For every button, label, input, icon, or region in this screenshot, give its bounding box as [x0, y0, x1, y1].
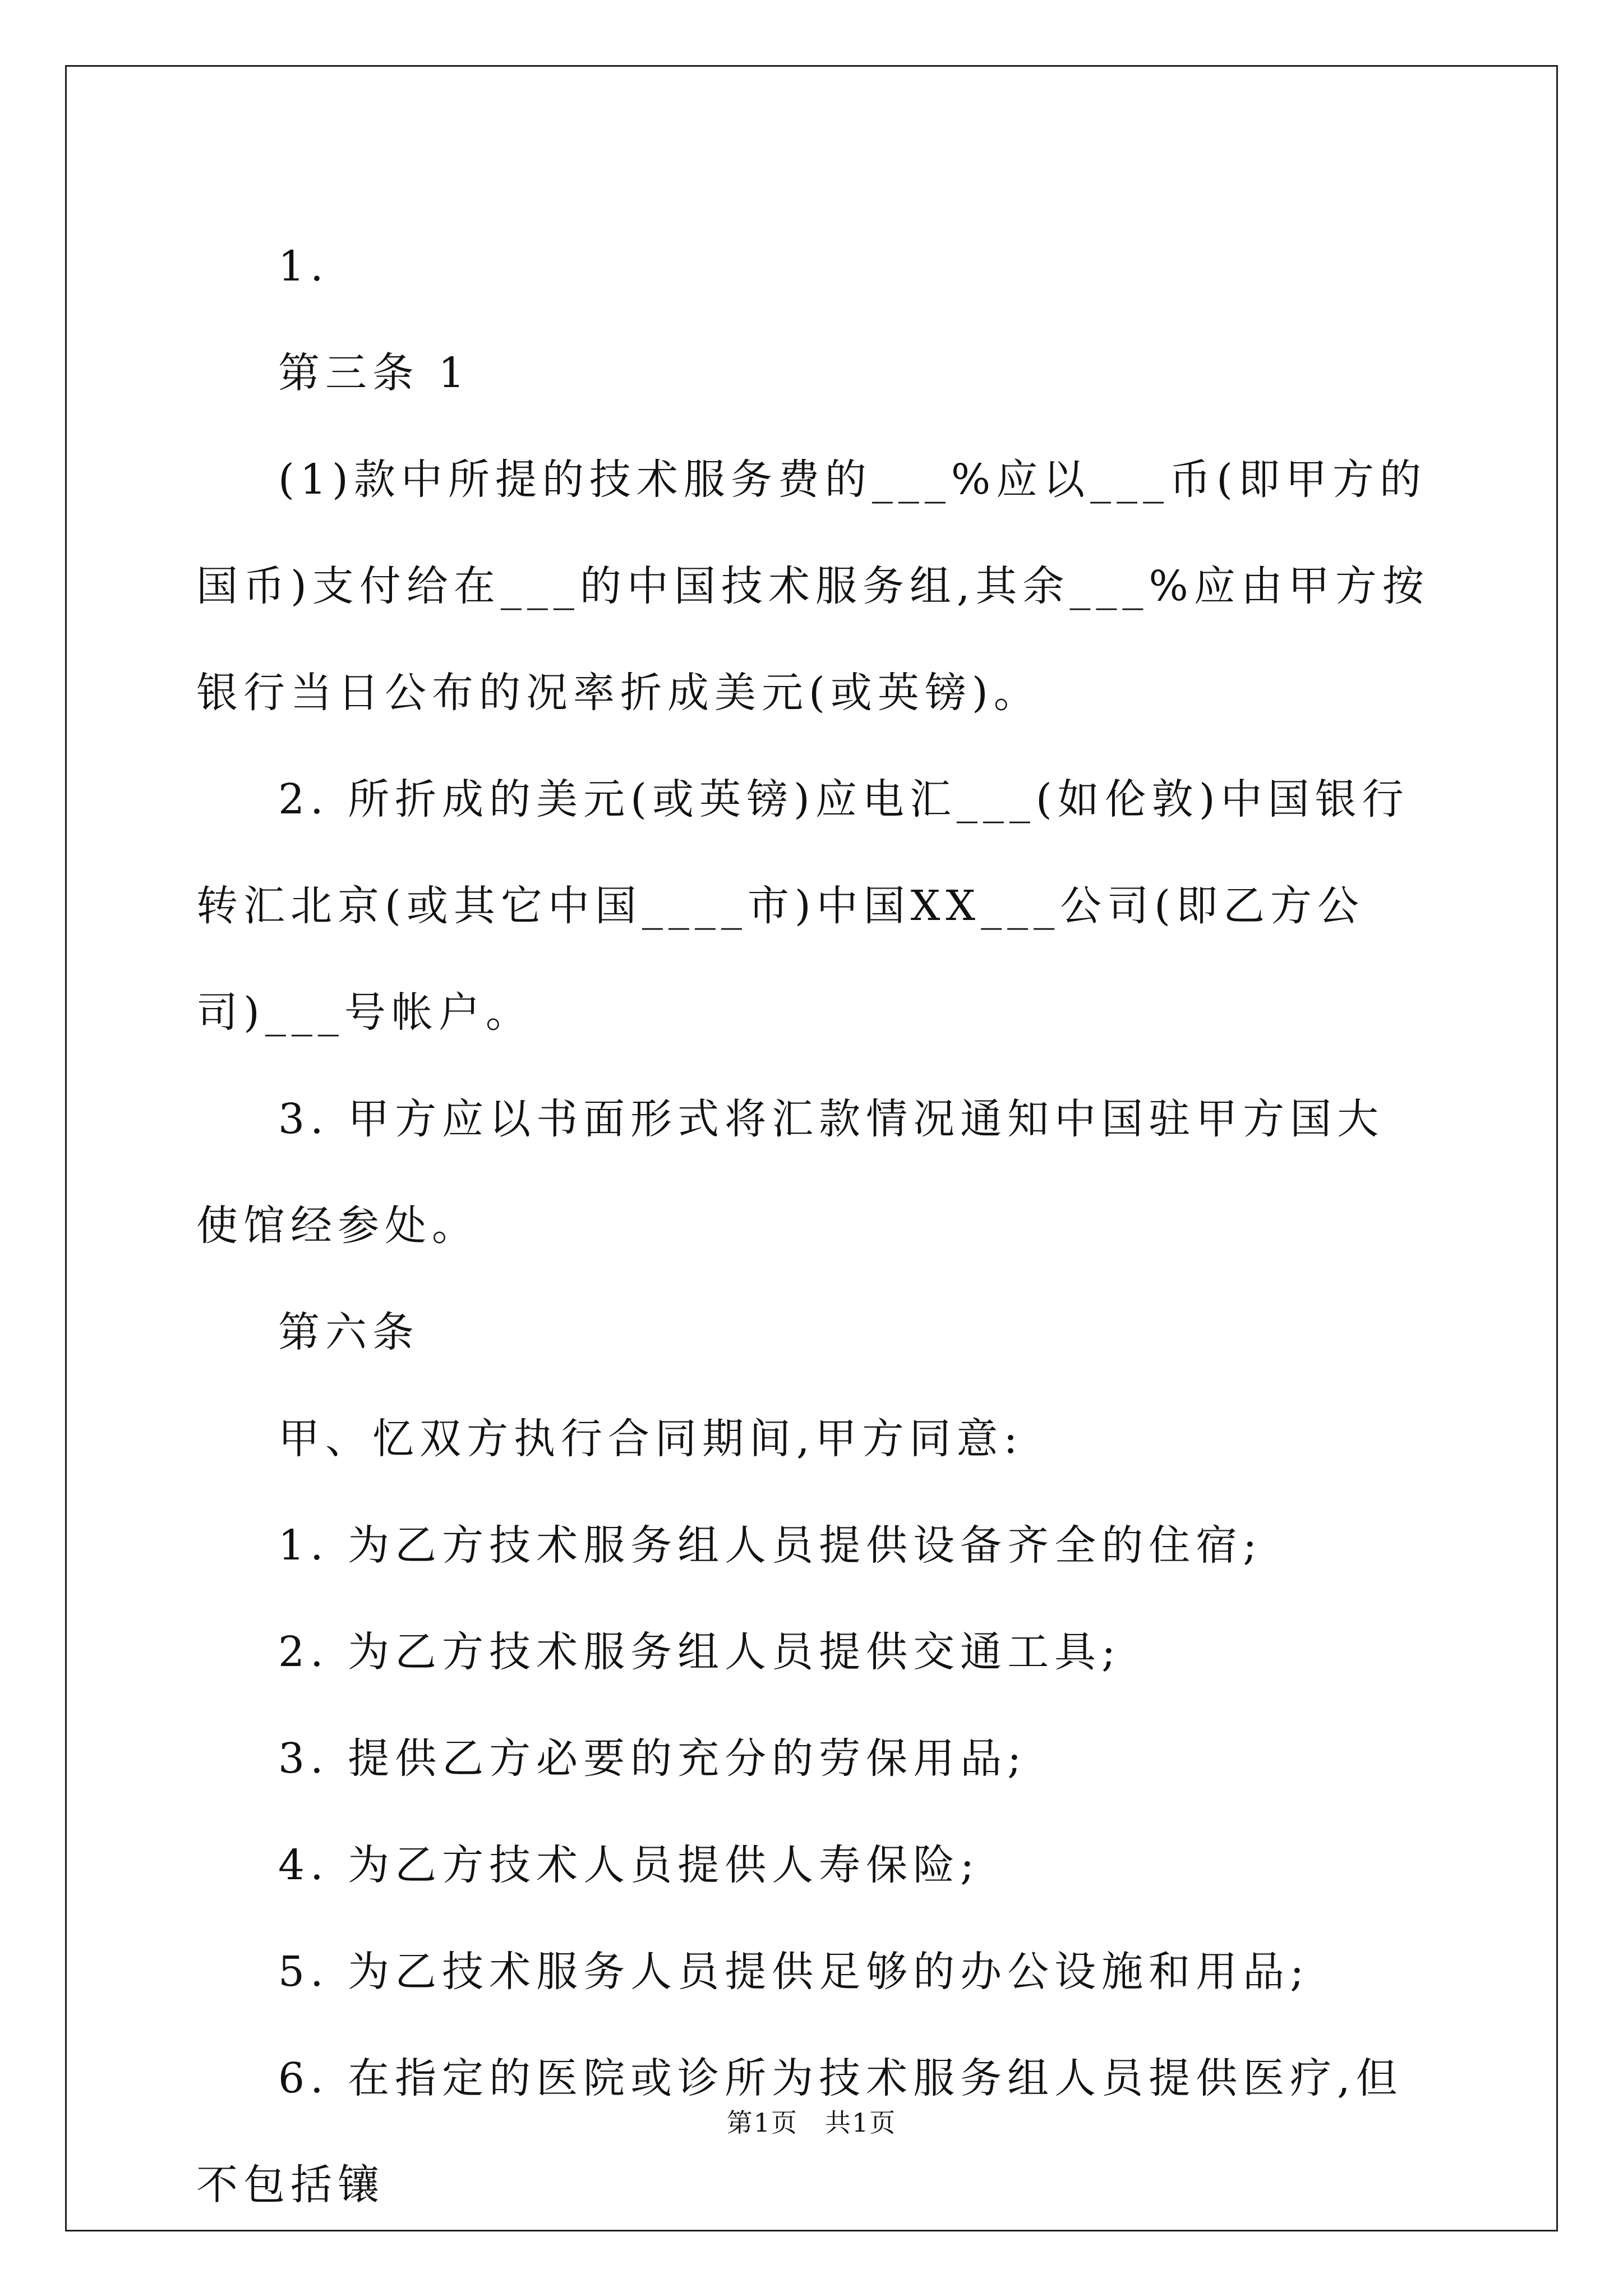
list-item: 2. 为乙方技术服务组人员提供交通工具;	[278, 1628, 1122, 1676]
list-item: 3. 提供乙方必要的充分的劳保用品;	[278, 1734, 1027, 1783]
article-heading: 第三条 1	[278, 349, 471, 397]
list-item: 5. 为乙技术服务人员提供足够的办公设施和用品;	[278, 1948, 1310, 1996]
paragraph: 1.	[278, 242, 329, 291]
list-item: 1. 为乙方技术服务组人员提供设备齐全的住宿;	[278, 1521, 1263, 1570]
document-body	[196, 213, 1430, 2238]
paragraph: 3. 甲方应以书面形式将汇款情况通知中国驻甲方国大使馆经参处。	[196, 1095, 1385, 1250]
page-number-footer: 第1页 共1页	[726, 2108, 897, 2138]
article-heading: 第六条	[278, 1308, 419, 1356]
paragraph: 2. 所折成的美元(或英镑)应电汇___(如伦敦)中国银行转汇北京(或其它中国____市)中国XX___公司(即乙方公司)___号帐户。	[196, 775, 1409, 1037]
paragraph: (1)款中所提的技术服务费的___%应以___币(即甲方的国币)支付给在___的中国技术服务组,其余___%应由甲方按银行当日公布的况率折成美元(或英镑)。	[196, 455, 1430, 717]
list-item: 6. 在指定的医院或诊所为技术服务组人员提供医疗,但不包括镶	[196, 2054, 1403, 2209]
list-item: 4. 为乙方技术人员提供人寿保险;	[278, 1841, 980, 1889]
paragraph: 甲、忆双方执行合同期间,甲方同意:	[278, 1415, 1023, 1463]
